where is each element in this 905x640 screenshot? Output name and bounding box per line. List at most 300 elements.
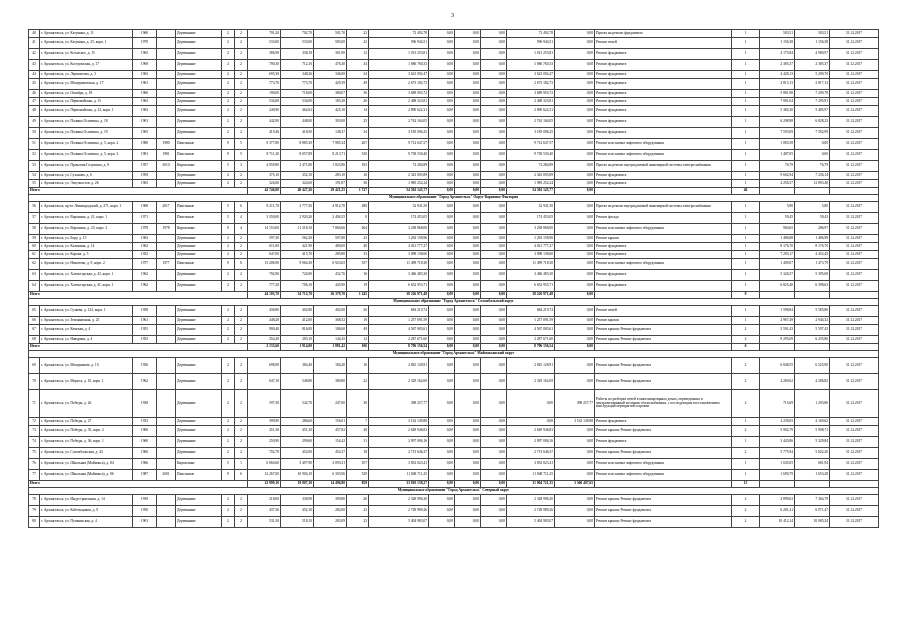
address-cell: г. Архангельск, ул. Воронина, д. 23, корп. 2 xyxy=(40,224,133,235)
deadline-cell: 31.12.2017 xyxy=(830,38,879,49)
total-total-cost-cell: 54 502 145,77 xyxy=(369,188,429,195)
deadline-cell: 31.12.2017 xyxy=(830,213,879,224)
total-fund-other-cell: 0,00 xyxy=(555,344,595,351)
fund-other-cell: 398 257,77 xyxy=(555,390,595,418)
apartments-area-cell: 402,00 xyxy=(314,306,347,317)
max-unit-cost-cell: 1 473,79 xyxy=(795,259,830,270)
year-renovated-cell xyxy=(157,270,176,281)
deadline-cell: 31.12.2017 xyxy=(830,390,879,418)
apartments-area-cell: 393,00 xyxy=(314,117,347,128)
living-area-cell: 412,00 xyxy=(281,317,314,325)
total-deadline-cell xyxy=(830,481,879,488)
work-count-cell: 1 xyxy=(732,270,760,281)
max-unit-cost-cell: 1 653,28 xyxy=(795,470,830,481)
table-row xyxy=(29,459,879,470)
year-renovated-cell xyxy=(157,418,176,426)
max-unit-cost-cell: 681,94 xyxy=(795,459,830,470)
floors-cell: 2 xyxy=(222,426,235,437)
entrances-cell: 2 xyxy=(235,517,248,528)
total-residents-cell: 1 245 xyxy=(347,292,369,299)
year-built-cell: 1963 xyxy=(133,235,157,243)
row-number: 45 xyxy=(29,79,40,90)
fund-other-cell: 0,00 xyxy=(555,139,595,150)
fund-federal-cell: 0,00 xyxy=(429,128,455,139)
deadline-cell: 31.12.2017 xyxy=(830,180,879,188)
living-area-cell: 534,00 xyxy=(281,98,314,106)
unit-cost-cell: 2 899,63 xyxy=(760,495,795,506)
unit-cost-cell: 7 081,04 xyxy=(760,98,795,106)
deadline-cell: 31.12.2017 xyxy=(830,235,879,243)
fund-local-cell: 0,00 xyxy=(481,506,507,517)
table-row xyxy=(29,495,879,506)
address-cell: г. Архангельск, ул. Корова, д. 5 xyxy=(40,251,133,259)
row-number: 78 xyxy=(29,495,40,506)
total-area-cell: 430,80 xyxy=(248,306,281,317)
residents-cell: 14 xyxy=(347,106,369,117)
floors-cell: 2 xyxy=(222,251,235,259)
total-area-cell: 533,00 xyxy=(248,38,281,49)
deadline-cell: 31.12.2017 xyxy=(830,336,879,344)
work-count-cell: 1 xyxy=(732,161,760,172)
wall-material-cell: Деревянные xyxy=(176,306,222,317)
max-unit-cost-cell: 10 085,34 xyxy=(795,517,830,528)
address-cell: г. Архангельск, ул. Мещеряковская, д. 17 xyxy=(40,79,133,90)
fund-local-cell: 0,00 xyxy=(481,30,507,38)
work-count-cell: 1 xyxy=(732,317,760,325)
work-type-cell: Ремонт фундамента xyxy=(595,180,732,188)
living-area-cell: 324,60 xyxy=(281,180,314,188)
entrances-cell: 4 xyxy=(235,213,248,224)
floors-cell: 2 xyxy=(222,317,235,325)
entrances-cell: 2 xyxy=(235,235,248,243)
max-unit-cost-cell: 4 980,97 xyxy=(795,49,830,60)
entrances-cell: 2 xyxy=(235,117,248,128)
entrances-cell: 6 xyxy=(235,259,248,270)
total-fund-owners-cell: 38 226 971,48 xyxy=(507,292,555,299)
total-work-type-cell xyxy=(595,292,732,299)
floors-cell: 9 xyxy=(222,139,235,150)
year-built-cell: 1959 xyxy=(133,172,157,180)
max-unit-cost-cell: 7 209,78 xyxy=(795,90,830,98)
total-area-cell: 773,70 xyxy=(248,79,281,90)
max-unit-cost-cell: 7 295,91 xyxy=(795,98,830,106)
unit-cost-cell: 5 382,30 xyxy=(760,106,795,117)
residents-cell: 28 xyxy=(347,426,369,437)
fund-regional-cell: 0,00 xyxy=(455,98,481,106)
living-area-cell: 8 885,30 xyxy=(281,139,314,150)
year-built-cell: 1955 xyxy=(133,325,157,336)
work-type-cell: Ремонт фундамента xyxy=(595,49,732,60)
year-built-cell: 1960 xyxy=(133,30,157,38)
deadline-cell: 31.12.2017 xyxy=(830,90,879,98)
floors-cell: 2 xyxy=(222,90,235,98)
unit-cost-cell: 1 487,05 xyxy=(760,150,795,161)
total-area-cell: 700,30 xyxy=(248,60,281,71)
fund-regional-cell: 0,00 xyxy=(455,437,481,448)
fund-federal-cell: 0,00 xyxy=(429,437,455,448)
fund-local-cell: 0,00 xyxy=(481,98,507,106)
year-renovated-cell xyxy=(157,426,176,437)
year-built-cell: 1965 xyxy=(133,49,157,60)
deadline-cell: 31.12.2017 xyxy=(830,71,879,79)
wall-material-cell: Панельные xyxy=(176,213,222,224)
total-residents-cell: 859 xyxy=(347,481,369,488)
deadline-cell: 31.12.2017 xyxy=(830,517,879,528)
year-built-cell: 1933 xyxy=(133,418,157,426)
row-number: 59 xyxy=(29,235,40,243)
total-deadline-cell xyxy=(830,188,879,195)
year-built-cell: 1963 xyxy=(133,98,157,106)
fund-other-cell: 0,00 xyxy=(555,251,595,259)
apartments-area-cell: 183,30 xyxy=(314,98,347,106)
work-count-cell: 1 xyxy=(732,202,760,213)
total-area-cell: 702,70 xyxy=(248,448,281,459)
entrances-cell: 2 xyxy=(235,71,248,79)
floors-cell: 2 xyxy=(222,325,235,336)
work-type-cell: Ремонт крыши xyxy=(595,317,732,325)
deadline-cell: 31.12.2017 xyxy=(830,448,879,459)
total-cost-cell: 2 343 005,89 xyxy=(369,172,429,180)
fund-owners-cell: 2 728 989,26 xyxy=(507,506,555,517)
entrances-cell: 2 xyxy=(235,306,248,317)
living-area-cell: 299,60 xyxy=(281,437,314,448)
fund-other-cell: 0,00 xyxy=(555,150,595,161)
fund-local-cell: 0,00 xyxy=(481,418,507,426)
total-cost-cell: 5 404 983,07 xyxy=(369,517,429,528)
total-cost-cell: 2 328 996,30 xyxy=(369,495,429,506)
table-row xyxy=(29,235,879,243)
row-number: 55 xyxy=(29,180,40,188)
floors-cell: 2 xyxy=(222,172,235,180)
living-area-cell: 415,70 xyxy=(281,251,314,259)
deadline-cell: 31.12.2017 xyxy=(830,374,879,390)
apartments-area-cell: 184,20 xyxy=(314,358,347,374)
max-unit-cost-cell: 5 329,84 xyxy=(795,437,830,448)
section-header-row xyxy=(29,351,879,358)
residents-cell: 22 xyxy=(347,38,369,49)
entrances-cell: 1 xyxy=(235,459,248,470)
unit-cost-cell: 1 486,88 xyxy=(760,235,795,243)
fund-owners-cell: 0,00 xyxy=(507,418,555,426)
deadline-cell: 31.12.2017 xyxy=(830,60,879,71)
total-area-cell: 250,90 xyxy=(248,437,281,448)
fund-local-cell: 0,00 xyxy=(481,106,507,117)
year-built-cell: 1952 xyxy=(133,251,157,259)
wall-material-cell: Деревянные xyxy=(176,106,222,117)
floors-cell: 2 xyxy=(222,117,235,128)
table-row xyxy=(29,317,879,325)
wall-material-cell: Деревянные xyxy=(176,180,222,188)
deadline-cell: 31.12.2017 xyxy=(830,49,879,60)
fund-federal-cell: 0,00 xyxy=(429,251,455,259)
fund-local-cell: 0,00 xyxy=(481,495,507,506)
fund-local-cell: 0,00 xyxy=(481,224,507,235)
apartments-area-cell: 283,10 xyxy=(314,172,347,180)
floors-cell: 2 xyxy=(222,358,235,374)
entrances-cell: 2 xyxy=(235,426,248,437)
fund-federal-cell: 0,00 xyxy=(429,306,455,317)
unit-cost-cell: 7 293,17 xyxy=(760,251,795,259)
total-cost-cell: 72 492,78 xyxy=(369,30,429,38)
wall-material-cell: Деревянные xyxy=(176,374,222,390)
total-area-cell: 354,20 xyxy=(248,336,281,344)
living-area-cell: 451,10 xyxy=(281,426,314,437)
fund-owners-cell: 684 219,74 xyxy=(507,306,555,317)
table-row xyxy=(29,336,879,344)
total-cost-cell: 3 098 138,60 xyxy=(369,251,429,259)
fund-other-cell: 0,00 xyxy=(555,317,595,325)
fund-regional-cell: 0,00 xyxy=(455,49,481,60)
living-area-cell: 518,10 xyxy=(281,517,314,528)
fund-local-cell: 0,00 xyxy=(481,325,507,336)
work-type-cell: Ремонт или замена лифтового оборудования xyxy=(595,259,732,270)
living-area-cell: 533,00 xyxy=(281,38,314,49)
wall-material-cell: Кирпичные xyxy=(176,459,222,470)
year-renovated-cell: 1980 xyxy=(157,139,176,150)
residents-cell: 0 xyxy=(347,213,369,224)
fund-local-cell: 0,00 xyxy=(481,117,507,128)
apartments-area-cell: 6 923,65 xyxy=(314,259,347,270)
total-area-cell: 534,00 xyxy=(248,98,281,106)
living-area-cell: 11 218,10 xyxy=(281,224,314,235)
fund-other-cell: 0,00 xyxy=(555,106,595,117)
work-type-cell: Ремонт фундамента xyxy=(595,106,732,117)
total-total-cost-cell: 33 810 138,27 xyxy=(369,481,429,488)
row-number: 64 xyxy=(29,281,40,292)
deadline-cell: 31.12.2017 xyxy=(830,470,879,481)
wall-material-cell: Деревянные xyxy=(176,325,222,336)
fund-other-cell: 0,00 xyxy=(555,259,595,270)
total-cost-cell: 2 728 989,26 xyxy=(369,506,429,517)
fund-regional-cell: 0,00 xyxy=(455,506,481,517)
total-apartments-area-cell: 26 379,70 xyxy=(314,292,347,299)
wall-material-cell: Панельные xyxy=(176,470,222,481)
wall-material-cell: Деревянные xyxy=(176,426,222,437)
living-area-cell: 10 904,10 xyxy=(281,470,314,481)
total-fund-federal-cell: 0,00 xyxy=(429,188,455,195)
row-number: 52 xyxy=(29,150,40,161)
fund-federal-cell: 0,00 xyxy=(429,459,455,470)
total-area-cell: 240,90 xyxy=(248,106,281,117)
deadline-cell: 31.12.2017 xyxy=(830,259,879,270)
row-number: 43 xyxy=(29,60,40,71)
table-row xyxy=(29,202,879,213)
max-unit-cost-cell: 4 169,62 xyxy=(795,418,830,426)
deadline-cell: 31.12.2017 xyxy=(830,306,879,317)
fund-owners-cell: 11 499 718,30 xyxy=(507,259,555,270)
year-renovated-cell xyxy=(157,306,176,317)
apartments-area-cell: 425,10 xyxy=(314,106,347,117)
total-cost-cell: 2 329 162,69 xyxy=(369,374,429,390)
table-row xyxy=(29,117,879,128)
fund-other-cell: 0,00 xyxy=(555,243,595,251)
fund-federal-cell: 0,00 xyxy=(429,317,455,325)
work-type-cell: Ремонт или замена лифтового оборудования xyxy=(595,139,732,150)
residents-cell: 25 xyxy=(347,117,369,128)
year-built-cell: 1960 xyxy=(133,437,157,448)
fund-regional-cell: 0,00 xyxy=(455,180,481,188)
row-number: 70 xyxy=(29,374,40,390)
total-fund-regional-cell: 0,00 xyxy=(455,292,481,299)
address-cell: г. Архангельск, ул. Победы, д. 36, корп. 1 xyxy=(40,437,133,448)
fund-federal-cell: 0,00 xyxy=(429,224,455,235)
entrances-cell: 3 xyxy=(235,161,248,172)
year-renovated-cell xyxy=(157,49,176,60)
fund-local-cell: 0,00 xyxy=(481,202,507,213)
fund-local-cell: 0,00 xyxy=(481,270,507,281)
row-number: 73 xyxy=(29,426,40,437)
living-area-cell: 2 471,80 xyxy=(281,161,314,172)
total-unit-cost-cell xyxy=(760,292,795,299)
fund-owners-cell: 2 287 671,60 xyxy=(507,336,555,344)
apartments-area-cell: 186,60 xyxy=(314,325,347,336)
deadline-cell: 31.12.2017 xyxy=(830,117,879,128)
apartments-area-cell: 429,39 xyxy=(314,79,347,90)
work-count-cell: 1 xyxy=(732,90,760,98)
entrances-cell: 2 xyxy=(235,49,248,60)
entrances-cell: 2 xyxy=(235,418,248,426)
residents-cell: 36 xyxy=(347,180,369,188)
fund-local-cell: 0,00 xyxy=(481,517,507,528)
total-row xyxy=(29,344,879,351)
apartments-area-cell: 4 093,31 xyxy=(314,459,347,470)
work-type-cell: Ремонт фасада xyxy=(595,213,732,224)
total-fund-other-cell: 3 560 407,65 xyxy=(555,481,595,488)
table-body xyxy=(29,30,879,528)
entrances-cell: 2 xyxy=(235,325,248,336)
year-built-cell: 1962 xyxy=(133,243,157,251)
total-area-cell: 448,20 xyxy=(248,317,281,325)
residents-cell: 18 xyxy=(347,448,369,459)
living-area-cell: 352,10 xyxy=(281,172,314,180)
work-count-cell: 2 xyxy=(732,426,760,437)
work-type-cell: Ремонт крыши; Ремонт фундамента xyxy=(595,495,732,506)
work-count-cell: 1 xyxy=(732,38,760,49)
year-renovated-cell xyxy=(157,117,176,128)
apartments-area-cell: 368,52 xyxy=(314,317,347,325)
fund-other-cell: 0,00 xyxy=(555,270,595,281)
fund-other-cell: 0,00 xyxy=(555,358,595,374)
year-built-cell: 1978 xyxy=(133,224,157,235)
fund-federal-cell: 0,00 xyxy=(429,418,455,426)
entrances-cell: 2 xyxy=(235,437,248,448)
year-built-cell: 1965 xyxy=(133,128,157,139)
total-living-area-cell: 40 427,26 xyxy=(281,188,314,195)
fund-owners-cell: 4 021 777,27 xyxy=(507,243,555,251)
fund-regional-cell: 0,00 xyxy=(455,270,481,281)
fund-local-cell: 0,00 xyxy=(481,38,507,49)
work-count-cell: 1 xyxy=(732,30,760,38)
total-unit-cost-cell xyxy=(760,481,795,488)
entrances-cell: 5 xyxy=(235,139,248,150)
fund-other-cell: 0,00 xyxy=(555,213,595,224)
residents-cell: 267 xyxy=(347,139,369,150)
max-unit-cost-cell: 59,43 xyxy=(795,213,830,224)
unit-cost-cell: 76,79 xyxy=(760,161,795,172)
section-title: Муниципальное образование "Город Архангельск" Маймаксанский округ xyxy=(29,351,879,358)
work-type-cell: Ремонт фундамента xyxy=(595,98,732,106)
wall-material-cell: Деревянные xyxy=(176,49,222,60)
fund-federal-cell: 0,00 xyxy=(429,106,455,117)
living-area-cell: 8 057,89 xyxy=(281,150,314,161)
year-built-cell: 1963 xyxy=(133,180,157,188)
row-number: 60 xyxy=(29,243,40,251)
deadline-cell: 31.12.2017 xyxy=(830,79,879,90)
address-cell: г. Архангельск, ул. Воронина, д. 21, корп. 1 xyxy=(40,213,133,224)
wall-material-cell: Деревянные xyxy=(176,358,222,374)
section-title: Муниципальное образование "Город Архангельск" Соломбальский округ xyxy=(29,299,879,306)
wall-material-cell: Деревянные xyxy=(176,270,222,281)
floors-cell: 2 xyxy=(222,180,235,188)
work-count-cell: 1 xyxy=(732,180,760,188)
address-cell: г. Архангельск, ул. Костромская, д. 17 xyxy=(40,60,133,71)
row-number: 80 xyxy=(29,517,40,528)
total-total-cost-cell: 8 796 156,54 xyxy=(369,344,429,351)
deadline-cell: 31.12.2017 xyxy=(830,128,879,139)
total-cost-cell: 9 712 647,57 xyxy=(369,139,429,150)
work-type-cell: Ремонт крыши; Ремонт фундамента xyxy=(595,336,732,344)
address-cell: г. Архангельск, ул. Полины Осипенко, д. 5, корп. 2 xyxy=(40,139,133,150)
fund-regional-cell: 0,00 xyxy=(455,172,481,180)
address-cell: г. Архангельск, ул. Полины Осипенко, д. 5, корп. 3 xyxy=(40,150,133,161)
year-renovated-cell xyxy=(157,459,176,470)
total-cost-cell: 2 713 646,37 xyxy=(369,448,429,459)
fund-federal-cell: 0,00 xyxy=(429,161,455,172)
entrances-cell: 4 xyxy=(235,224,248,235)
table-row xyxy=(29,150,879,161)
table-row xyxy=(29,71,879,79)
apartments-area-cell: 432,76 xyxy=(314,270,347,281)
fund-federal-cell: 0,00 xyxy=(429,325,455,336)
max-unit-cost-cell: 503,51 xyxy=(795,30,830,38)
fund-federal-cell: 0,00 xyxy=(429,358,455,374)
work-type-cell: Ремонт фундамента xyxy=(595,128,732,139)
residents-cell: 12 xyxy=(347,336,369,344)
total-cost-cell: 72 284,89 xyxy=(369,161,429,172)
fund-owners-cell: 1 985 252,24 xyxy=(507,180,555,188)
apartments-area-cell: 507,80 xyxy=(314,235,347,243)
floors-cell: 2 xyxy=(222,106,235,117)
table-row xyxy=(29,506,879,517)
fund-local-cell: 0,00 xyxy=(481,172,507,180)
year-built-cell: 1953 xyxy=(133,336,157,344)
living-area-cell: 384,40 xyxy=(281,358,314,374)
unit-cost-cell: 1 409,07 xyxy=(760,259,795,270)
floors-cell: 2 xyxy=(222,270,235,281)
entrances-cell: 2 xyxy=(235,495,248,506)
entrances-cell: 2 xyxy=(235,79,248,90)
fund-other-cell: 0,00 xyxy=(555,426,595,437)
total-label: Итого xyxy=(29,481,248,488)
fund-local-cell: 0,00 xyxy=(481,358,507,374)
total-row xyxy=(29,481,879,488)
wall-material-cell: Деревянные xyxy=(176,281,222,292)
living-area-cell: 452,00 xyxy=(281,448,314,459)
fund-regional-cell: 0,00 xyxy=(455,358,481,374)
fund-owners-cell: 3 185 006,25 xyxy=(507,128,555,139)
fund-other-cell: 0,00 xyxy=(555,517,595,528)
total-fund-regional-cell: 0,00 xyxy=(455,188,481,195)
address-cell: г. Архангельск, ул. Кабельщиков, д. 9 xyxy=(40,506,133,517)
total-label: Итого xyxy=(29,188,248,195)
apartments-area-cell: 454,37 xyxy=(314,448,347,459)
total-work-count-cell: 46 xyxy=(732,188,760,195)
year-renovated-cell: 1981 xyxy=(157,150,176,161)
work-type-cell: Ремонт фундамента xyxy=(595,251,732,259)
residents-cell: 34 xyxy=(347,128,369,139)
total-cost-cell: 1 257 091,59 xyxy=(369,317,429,325)
year-built-cell: 1962 xyxy=(133,374,157,390)
